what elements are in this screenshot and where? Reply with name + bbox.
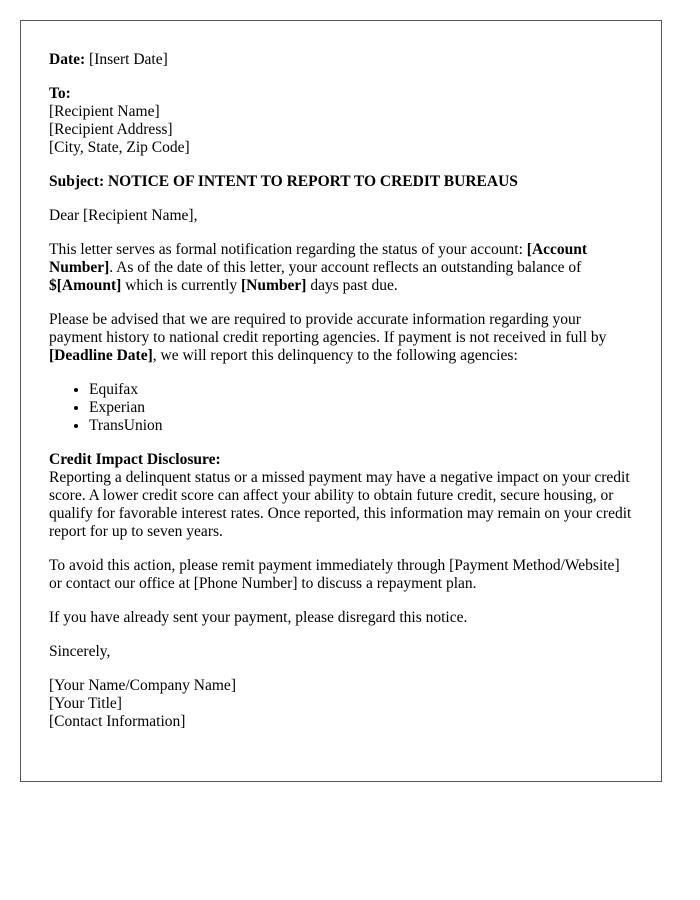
subject-text: NOTICE OF INTENT TO REPORT TO CREDIT BUREAUS	[107, 173, 518, 190]
account-status-text-2: . As of the date of this letter, your account reflects an outstanding balance of	[109, 259, 582, 276]
account-status-paragraph	[49, 241, 633, 295]
signature-block	[49, 677, 633, 731]
salutation: Dear [Recipient Name],	[49, 207, 198, 224]
to-label: To:	[49, 85, 71, 102]
credit-impact-disclosure	[49, 451, 633, 541]
days-past-due: [Number]	[241, 277, 307, 294]
recipient-name: [Recipient Name]	[49, 103, 160, 120]
payment-instructions-paragraph: To avoid this action, please remit payment immediately through [Payment Method/Website] or contact our office at [Phone Number] to discuss a repayment plan.	[49, 557, 620, 592]
outstanding-amount: $[Amount]	[49, 277, 122, 294]
deadline-date: [Deadline Date]	[49, 347, 153, 364]
closing: Sincerely,	[49, 643, 111, 660]
account-status-text-3: which is currently	[121, 277, 242, 294]
recipient-block	[49, 85, 633, 157]
reporting-notice-paragraph	[49, 311, 633, 365]
reporting-notice-text-1: Please be advised that we are required to provide accurate information regarding your payment history to national credit reporting agencies. If payment is not received in full by	[49, 311, 607, 346]
account-number: [Account Number]	[49, 241, 588, 276]
agency-item-experian: • Experian	[89, 399, 633, 417]
agency-item-transunion: • TransUnion	[89, 417, 633, 435]
disregard-notice-paragraph: If you have already sent your payment, please disregard this notice.	[49, 609, 468, 626]
recipient-city-state-zip: [City, State, Zip Code]	[49, 139, 190, 156]
date-line	[49, 51, 633, 69]
signature-title: [Your Title]	[49, 695, 122, 712]
subject-line	[49, 173, 633, 191]
account-status-text-4: days past due.	[306, 277, 398, 294]
agency-item-equifax: • Equifax	[89, 381, 633, 399]
letter-page	[20, 20, 662, 782]
disclosure-text: Reporting a delinquent status or a missed payment may have a negative impact on your credit score. A lower credit score can affect your ability to obtain future credit, secure housing, or qualify for favorable interest rates. Once reported, this information may remain on your credit report for up to seven years.	[49, 469, 632, 540]
date-label: Date:	[49, 51, 86, 68]
account-status-text-1: This letter serves as formal notification regarding the status of your account:	[49, 241, 527, 258]
date-value: [Insert Date]	[89, 51, 168, 68]
subject-label: Subject:	[49, 173, 105, 190]
signature-name: [Your Name/Company Name]	[49, 677, 236, 694]
disclosure-heading: Credit Impact Disclosure:	[49, 451, 221, 468]
recipient-address: [Recipient Address]	[49, 121, 173, 138]
agency-list	[49, 381, 633, 435]
signature-contact: [Contact Information]	[49, 713, 186, 730]
reporting-notice-text-2: , we will report this delinquency to the following agencies:	[152, 347, 518, 364]
